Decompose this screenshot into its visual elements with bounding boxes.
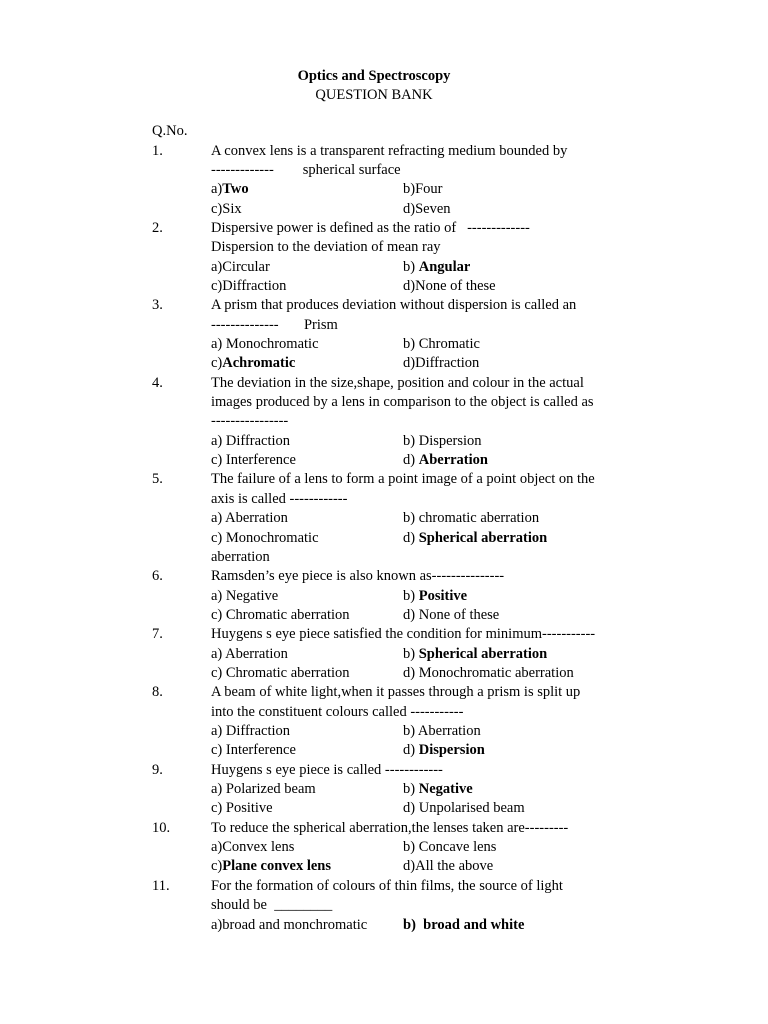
- option-prefix: c): [211, 201, 223, 217]
- option-text: Chromatic: [418, 336, 480, 352]
- question-number: 10.: [152, 820, 171, 836]
- option-prefix: b): [403, 917, 424, 933]
- option-text: Unpolarised beam: [418, 800, 525, 816]
- question-text: Ramsden’s eye piece is also known as---------------: [211, 568, 505, 584]
- option-text: None of these: [418, 607, 500, 623]
- answer-option: [211, 645, 288, 664]
- option-prefix: c): [211, 278, 223, 294]
- question-text: images produced by a lens in comparison to the object is called as: [211, 394, 594, 410]
- option-prefix: a): [211, 433, 226, 449]
- answer-option: [403, 200, 451, 219]
- option-text: Diffraction: [225, 723, 291, 739]
- option-prefix: b): [403, 839, 419, 855]
- question-text: should be ________: [211, 897, 333, 913]
- option-text: Seven: [415, 201, 451, 217]
- option-text: Positive: [225, 800, 273, 816]
- option-text: Circular: [222, 259, 270, 275]
- option-text: Monochromatic: [225, 336, 319, 352]
- question-text: Dispersion to the deviation of mean ray: [211, 239, 441, 255]
- qno-label: Q.No.: [152, 123, 188, 139]
- correct-answer-text: Plane convex lens: [222, 858, 332, 874]
- answer-option: [403, 529, 547, 548]
- answer-option: [403, 180, 443, 199]
- correct-answer-text: Aberration: [418, 452, 488, 468]
- option-text: All the above: [415, 858, 494, 874]
- question-text: The deviation in the size,shape, position and colour in the actual: [211, 375, 584, 391]
- option-prefix: d): [403, 355, 416, 371]
- option-prefix: c): [211, 800, 226, 816]
- option-text: Interference: [225, 742, 296, 758]
- option-prefix: a): [211, 336, 226, 352]
- document-subtitle: QUESTION BANK: [315, 87, 433, 103]
- option-text: None of these: [415, 278, 496, 294]
- question-number: 6.: [152, 568, 163, 584]
- answer-option: [211, 335, 319, 354]
- answer-option: [211, 258, 270, 277]
- option-prefix: b): [403, 181, 416, 197]
- question-text: ----------------: [211, 413, 289, 429]
- option-text: Aberration: [417, 723, 481, 739]
- option-prefix: c): [211, 355, 223, 371]
- question-number: 3.: [152, 297, 163, 313]
- option-text: Diffraction: [222, 278, 287, 294]
- option-text: Six: [222, 201, 242, 217]
- answer-option: [403, 722, 481, 741]
- answer-option: [403, 664, 574, 683]
- question-number: 9.: [152, 762, 163, 778]
- answer-option: [403, 451, 488, 470]
- answer-option: [211, 277, 286, 296]
- answer-option: [211, 916, 367, 935]
- option-prefix: d): [403, 201, 416, 217]
- question-text: For the formation of colours of thin films, the source of light: [211, 878, 563, 894]
- question-text: Huygens s eye piece satisfied the condition for minimum-----------: [211, 626, 596, 642]
- option-text: Aberration: [225, 646, 288, 662]
- answer-option: [211, 587, 278, 606]
- option-prefix: a): [211, 510, 226, 526]
- option-text: Diffraction: [225, 433, 291, 449]
- option-prefix: a): [211, 723, 226, 739]
- question-text: To reduce the spherical aberration,the lenses taken are---------: [211, 820, 569, 836]
- question-text: into the constituent colours called -----------: [211, 704, 464, 720]
- option-prefix: d): [403, 800, 419, 816]
- answer-option: [211, 838, 294, 857]
- answer-option: [211, 509, 288, 528]
- option-prefix: c): [211, 665, 226, 681]
- option-prefix: a): [211, 646, 226, 662]
- option-continuation: aberration: [211, 549, 270, 565]
- option-prefix: a): [211, 781, 226, 797]
- answer-option: [403, 277, 496, 296]
- answer-option: [403, 258, 470, 277]
- answer-option: [403, 509, 539, 528]
- question-text: A prism that produces deviation without dispersion is called an: [211, 297, 577, 313]
- option-text: Negative: [225, 588, 279, 604]
- answer-option: [403, 780, 473, 799]
- document-title: Optics and Spectroscopy: [297, 68, 451, 84]
- question-number: 5.: [152, 471, 163, 487]
- correct-answer-text: Spherical aberration: [418, 530, 548, 546]
- option-text: Four: [415, 181, 443, 197]
- answer-option: [403, 587, 467, 606]
- option-prefix: b): [403, 510, 419, 526]
- option-prefix: b): [403, 588, 419, 604]
- answer-option: [211, 780, 316, 799]
- question-number: 4.: [152, 375, 163, 391]
- option-prefix: b): [403, 646, 419, 662]
- option-prefix: d): [403, 742, 419, 758]
- answer-option: [403, 857, 493, 876]
- option-text: Interference: [225, 452, 296, 468]
- answer-option: [211, 354, 295, 373]
- option-text: Monochromatic: [225, 530, 319, 546]
- option-text: Concave lens: [418, 839, 497, 855]
- correct-answer-text: Negative: [418, 781, 473, 797]
- option-text: Polarized beam: [225, 781, 316, 797]
- correct-answer-text: Dispersion: [418, 742, 485, 758]
- question-text: -------------- Prism: [211, 317, 338, 333]
- option-prefix: a): [211, 917, 223, 933]
- question-text: ------------- spherical surface: [211, 162, 401, 178]
- answer-option: [211, 451, 296, 470]
- option-text: Diffraction: [415, 355, 480, 371]
- question-text: axis is called ------------: [211, 491, 348, 507]
- option-prefix: a): [211, 259, 223, 275]
- option-prefix: b): [403, 723, 418, 739]
- answer-option: [211, 200, 242, 219]
- option-prefix: a): [211, 839, 223, 855]
- option-prefix: d): [403, 530, 419, 546]
- question-number: 2.: [152, 220, 163, 236]
- answer-option: [403, 838, 496, 857]
- option-text: Aberration: [225, 510, 288, 526]
- answer-option: [403, 432, 482, 451]
- question-text: A convex lens is a transparent refracting medium bounded by: [211, 143, 568, 159]
- option-prefix: b): [403, 336, 419, 352]
- option-prefix: c): [211, 607, 226, 623]
- question-text: Huygens s eye piece is called ------------: [211, 762, 443, 778]
- option-text: Monochromatic aberration: [418, 665, 574, 681]
- correct-answer-text: broad and white: [423, 917, 525, 933]
- question-number: 11.: [152, 878, 170, 894]
- answer-option: [403, 354, 479, 373]
- option-prefix: d): [403, 278, 416, 294]
- option-prefix: d): [403, 665, 419, 681]
- correct-answer-text: Achromatic: [222, 355, 296, 371]
- option-prefix: b): [403, 781, 419, 797]
- answer-option: [403, 335, 480, 354]
- option-text: broad and monchromatic: [222, 917, 368, 933]
- answer-option: [211, 799, 273, 818]
- answer-option: [211, 741, 296, 760]
- option-prefix: c): [211, 742, 226, 758]
- option-text: chromatic aberration: [418, 510, 540, 526]
- answer-option: [211, 432, 290, 451]
- option-prefix: d): [403, 858, 416, 874]
- answer-option: [403, 606, 499, 625]
- option-text: Dispersion: [418, 433, 482, 449]
- question-text: Dispersive power is defined as the ratio of -------------: [211, 220, 530, 236]
- answer-option: [211, 180, 249, 199]
- question-number: 8.: [152, 684, 163, 700]
- correct-answer-text: Angular: [418, 259, 471, 275]
- answer-option: [403, 799, 525, 818]
- option-text: Convex lens: [222, 839, 295, 855]
- option-text: Chromatic aberration: [225, 607, 350, 623]
- option-prefix: b): [403, 433, 419, 449]
- answer-option: [211, 722, 290, 741]
- option-prefix: c): [211, 858, 223, 874]
- correct-answer-text: Two: [222, 181, 249, 197]
- option-prefix: c): [211, 530, 226, 546]
- answer-option: [211, 664, 350, 683]
- option-prefix: b): [403, 259, 419, 275]
- answer-option: [211, 606, 350, 625]
- option-prefix: c): [211, 452, 226, 468]
- correct-answer-text: Positive: [418, 588, 468, 604]
- question-number: 7.: [152, 626, 163, 642]
- option-text: Chromatic aberration: [225, 665, 350, 681]
- answer-option: [403, 741, 485, 760]
- question-text: The failure of a lens to form a point image of a point object on the: [211, 471, 595, 487]
- answer-option: [403, 645, 547, 664]
- question-number: 1.: [152, 143, 163, 159]
- option-prefix: a): [211, 181, 223, 197]
- answer-option: [403, 916, 524, 935]
- option-prefix: d): [403, 452, 419, 468]
- correct-answer-text: Spherical aberration: [418, 646, 548, 662]
- answer-option: [211, 529, 319, 548]
- answer-option: [211, 857, 331, 876]
- option-prefix: d): [403, 607, 419, 623]
- option-prefix: a): [211, 588, 226, 604]
- question-text: A beam of white light,when it passes through a prism is split up: [211, 684, 581, 700]
